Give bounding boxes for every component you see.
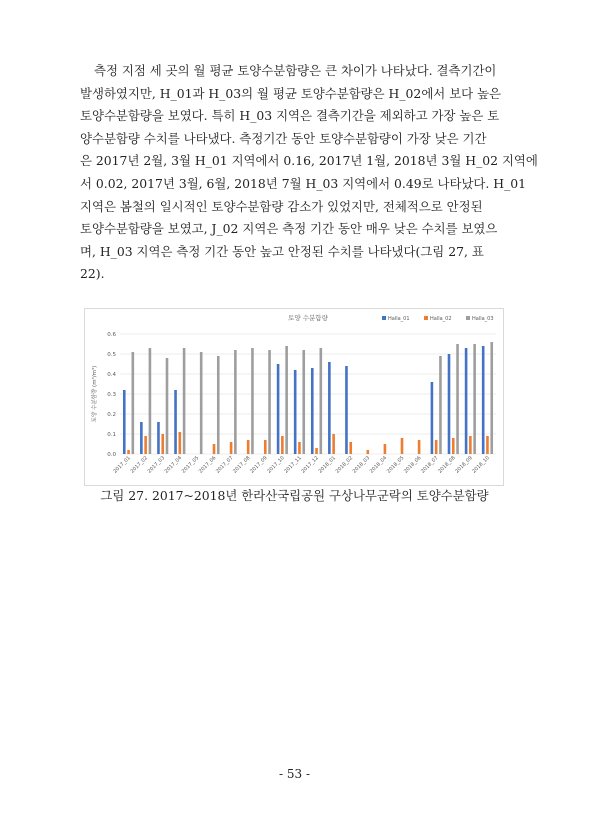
- figure-caption: 그림 27. 2017~2018년 한라산국립공원 구상나무군락의 토양수분함량: [100, 488, 489, 503]
- bar-halla_02: [264, 440, 267, 454]
- x-tick-label: 2017_02: [129, 455, 150, 475]
- body-line: 22).: [80, 266, 105, 282]
- bar-halla_02: [298, 442, 301, 454]
- body-line: 지역은 봄철의 일시적인 토양수분함량 감소가 있었지만, 전체적으로 안정된: [80, 198, 483, 214]
- bar-halla_03: [251, 348, 254, 454]
- x-tick-label: 2017_12: [300, 455, 320, 475]
- bar-halla_02: [213, 444, 216, 454]
- bar-halla_01: [140, 422, 143, 454]
- bar-halla_03: [439, 356, 442, 454]
- x-tick-label: 2017_08: [232, 455, 252, 475]
- bar-halla_02: [384, 444, 387, 454]
- bar-halla_02: [469, 436, 472, 454]
- body-line: 서 0.02, 2017년 3월, 6월, 2018년 7월 H_03 지역에서 0.49로 나타났다. H_01: [80, 175, 527, 191]
- x-tick-label: 2018_08: [437, 455, 457, 475]
- legend-label: Halla_02: [430, 316, 452, 322]
- bar-halla_02: [486, 436, 489, 454]
- bar-halla_03: [149, 348, 152, 454]
- y-tick-label: 0.2: [107, 412, 116, 418]
- bar-halla_01: [482, 346, 485, 454]
- y-tick-label: 0.5: [107, 352, 116, 358]
- bar-halla_02: [179, 432, 182, 454]
- x-tick-label: 2018_02: [334, 455, 355, 475]
- bar-halla_01: [465, 348, 468, 454]
- body-line: 토양수분함량을 보였고, J_02 지역은 측정 기간 동안 매우 낮은 수치를 보였으: [80, 221, 498, 237]
- y-tick-label: 0.1: [107, 432, 116, 438]
- x-tick-label: 2017_10: [266, 455, 286, 475]
- bar-halla_03: [217, 356, 220, 454]
- bar-halla_01: [431, 382, 434, 454]
- x-tick-label: 2017_09: [249, 455, 269, 475]
- body-line: 측정 지점 세 곳의 월 평균 토양수분함량은 큰 차이가 나타났다. 결측기간이: [94, 63, 497, 78]
- body-line: 발생하였지만, H_01과 H_03의 월 평균 토양수분함량은 H_02에서 보다 높은: [80, 85, 502, 101]
- x-tick-label: 2018_01: [317, 455, 338, 475]
- bar-halla_03: [456, 344, 459, 454]
- x-tick-label: 2018_03: [351, 455, 372, 475]
- bar-halla_02: [452, 438, 455, 454]
- legend-swatch-halla_01: [382, 316, 386, 320]
- bar-halla_03: [473, 344, 476, 454]
- bar-halla_03: [268, 350, 271, 454]
- x-tick-label: 2017_06: [197, 455, 218, 475]
- x-tick-label: 2018_07: [420, 455, 440, 475]
- bar-halla_03: [302, 350, 305, 454]
- chart-title: 토양 수분함량: [288, 314, 328, 322]
- legend-label: Halla_01: [388, 316, 410, 322]
- bar-halla_01: [157, 422, 160, 454]
- bar-halla_01: [311, 368, 314, 454]
- x-tick-label: 2017_01: [112, 455, 132, 475]
- bar-halla_02: [161, 434, 164, 454]
- bar-halla_03: [183, 348, 186, 454]
- x-tick-label: 2017_07: [214, 455, 235, 475]
- x-tick-label: 2018_05: [385, 455, 406, 475]
- bar-halla_03: [166, 358, 169, 454]
- x-tick-label: 2017_11: [283, 455, 303, 475]
- bar-halla_03: [132, 352, 135, 454]
- bar-halla_02: [230, 442, 233, 454]
- y-tick-label: 0.3: [107, 392, 116, 398]
- bar-halla_01: [174, 390, 177, 454]
- soil-moisture-chart: [84, 308, 504, 486]
- bar-halla_01: [448, 354, 451, 454]
- bar-halla_02: [418, 440, 421, 454]
- bar-halla_02: [315, 448, 318, 454]
- body-line: 며, H_03 지역은 측정 기간 동안 높고 안정된 수치를 나타냈다(그림 27, 표: [80, 243, 484, 259]
- y-axis-label: 토양 수분함량 (m³/m³): [92, 365, 98, 423]
- bar-halla_02: [247, 440, 250, 454]
- bar-halla_02: [144, 436, 147, 454]
- y-tick-label: 0.6: [107, 332, 116, 338]
- x-tick-label: 2017_04: [163, 455, 184, 475]
- x-tick-label: 2018_04: [368, 455, 389, 475]
- bar-halla_01: [294, 370, 297, 454]
- body-line: 토양수분함량을 보였다. 특히 H_03 지역은 결측기간을 제외하고 가장 높은 토: [80, 108, 500, 124]
- bar-halla_02: [332, 434, 335, 454]
- bar-halla_02: [435, 440, 438, 454]
- bar-halla_02: [281, 436, 284, 454]
- bar-halla_02: [127, 450, 130, 454]
- bar-halla_03: [490, 342, 493, 454]
- page-number: - 53 -: [278, 767, 310, 781]
- x-tick-label: 2017_03: [146, 455, 167, 475]
- bar-halla_02: [401, 438, 404, 454]
- bar-halla_03: [320, 348, 323, 454]
- bar-halla_03: [285, 346, 288, 454]
- x-tick-label: 2018_06: [402, 455, 423, 475]
- x-tick-label: 2017_05: [180, 455, 201, 475]
- bar-halla_02: [367, 450, 370, 454]
- body-line: 은 2017년 2월, 3월 H_01 지역에서 0.16, 2017년 1월, 2018년 3월 H_02 지역에: [80, 153, 538, 169]
- legend-label: Halla_03: [472, 316, 494, 322]
- body-line: 양수분함량 수치를 나타냈다. 측정기간 동안 토양수분함량이 가장 낮은 기간: [80, 130, 487, 146]
- bar-halla_02: [349, 442, 352, 454]
- bar-halla_01: [123, 390, 126, 454]
- legend-swatch-halla_03: [466, 316, 470, 320]
- body-paragraph: [80, 60, 538, 286]
- legend-swatch-halla_02: [424, 316, 428, 320]
- bar-halla_01: [277, 364, 280, 454]
- y-tick-label: 0.4: [107, 372, 116, 378]
- bar-halla_01: [328, 362, 331, 454]
- bar-halla_01: [345, 366, 348, 454]
- bar-halla_03: [200, 352, 203, 454]
- x-tick-label: 2018_09: [454, 455, 474, 475]
- x-tick-label: 2018_10: [471, 455, 491, 475]
- y-tick-label: 0.0: [107, 452, 116, 458]
- bar-halla_03: [234, 350, 237, 454]
